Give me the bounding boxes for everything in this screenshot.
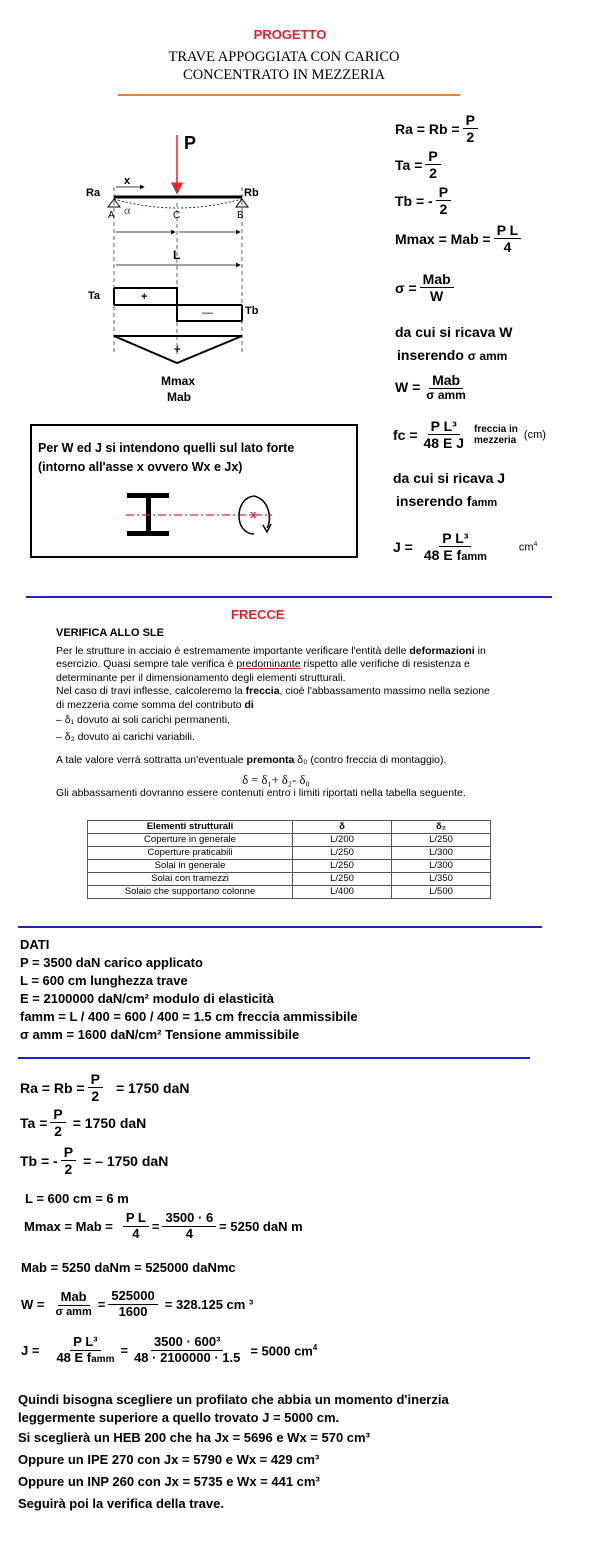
subtitle-line-1: TRAVE APPOGGIATA CON CARICO (168, 49, 400, 65)
dati-line-p: P = 3500 daN carico applicato (20, 955, 203, 970)
page-title: PROGETTO (253, 27, 327, 42)
conclusion-line-4: Oppure un IPE 270 con Jx = 5790 e Wx = 429 cm³ (18, 1452, 320, 1467)
conclusion-line-6: Seguirà poi la verifica della trave. (18, 1496, 224, 1511)
calc-ta: Ta = $\frac{P}{2}$ = 1750 daN (20, 1106, 147, 1140)
note-box (30, 424, 358, 558)
formula-tb: Tb = - $\frac{P}{2}$ (395, 184, 454, 217)
col-header-delta2: δ₂ (392, 821, 491, 834)
ricava-w-2: inserendo σ amm (397, 347, 508, 363)
mmax-label: Mmax (161, 374, 196, 388)
rule-1 (26, 596, 552, 598)
sle-paragraph-4: Gli abbassamenti dovranno essere contenuti entro i limiti riportati nella tabella seguente. (56, 787, 466, 799)
rule-3 (18, 1057, 530, 1059)
formula-sigma: σ = $\frac{\text{Mab}}{W}$ (395, 271, 457, 304)
sle-item-2: – δ₂ dovuto ai carichi variabili. (56, 730, 195, 743)
table-header-row (88, 821, 491, 834)
dati-line-e: E = 2100000 daN/cm² modulo di elasticità (20, 991, 274, 1006)
moment-plus: + (174, 344, 181, 356)
table-row: Coperture praticabili L/250 L/300 (88, 847, 491, 860)
calc-tb: Tb = - $\frac{P}{2}$ = – 1750 daN (20, 1144, 169, 1178)
sle-paragraph-2: Nel caso di travi inflesse, calcoleremo la freccia, cioè l'abbassamento massimo nella sezione di mezzeria come somma del contributo di (56, 685, 490, 711)
axis-x-label: x (250, 509, 257, 521)
shear-plus: + (141, 291, 148, 303)
conclusion-line-2: leggermente superiore a quello trovato J = 5000 cm. (18, 1410, 340, 1425)
ricava-j-1: da cui si ricava J (393, 470, 506, 486)
table-row: Solai con tramezzi L/250 L/350 (88, 873, 491, 886)
calc-w: W = $\frac{\text{Mab}}{\text{σ amm}}$ = $\frac{525000}{1600}$ = 328.125 cm ³ (21, 1288, 254, 1319)
formula-mmax: Mmax = Mab = $\frac{\text{P L}}{4}$ (395, 222, 524, 255)
dati-line-l: L = 600 cm lunghezza trave (20, 973, 188, 988)
dati-line-sigma: σ amm = 1600 daN/cm² Tensione ammissibile (20, 1027, 300, 1042)
shear-minus: — (202, 307, 213, 319)
table-row: Solai in generale L/250 L/300 (88, 860, 491, 873)
sle-item-1: – δ₁ dovuto ai soli carichi permanenti, (56, 714, 230, 726)
beam-diagram (80, 125, 280, 415)
conclusion-line-3: Si sceglierà un HEB 200 che ha Jx = 5696 e Wx = 570 cm³ (18, 1430, 370, 1445)
calc-mmax: Mmax = Mab = $\frac{\text{P L}}{4}$ = $\frac{3500 \cdot 6}{4}$ = 5250 daN m (24, 1210, 303, 1241)
mab-label: Mab (167, 390, 191, 404)
title-rule (118, 94, 460, 96)
formula-ta: Ta = $\frac{P}{2}$ (395, 148, 444, 181)
formula-ra-rb: Ra = Rb = $\frac{P}{2}$ (395, 112, 481, 145)
conclusion-line-1: Quindi bisogna scegliere un profilato che abbia un momento d'inerzia (18, 1392, 449, 1407)
table-row: Coperture in generale L/200 L/250 (88, 834, 491, 847)
alpha-label: α (124, 203, 131, 217)
note-line-1: Per W ed J si intendono quelli sul lato forte (38, 441, 295, 455)
conclusion-line-5: Oppure un INP 260 con Jx = 5735 e Wx = 441 cm³ (18, 1474, 320, 1489)
b-label: B (237, 210, 244, 221)
sle-section (56, 627, 496, 801)
tb-label: Tb (245, 305, 259, 317)
calc-mab: Mab = 5250 daNm = 525000 daNmc (21, 1260, 236, 1275)
subtitle-line-2: CONCENTRATO IN MEZZERIA (183, 67, 385, 83)
section-sketch (122, 488, 292, 544)
sle-equation: δ = δ₁+ δ₂- δ₀ (242, 772, 310, 787)
c-label: C (173, 210, 181, 221)
col-header-delta: δ (293, 821, 392, 834)
frecce-title: FRECCE (231, 607, 285, 622)
dati-section (20, 936, 358, 1044)
x-label: x (124, 175, 131, 187)
deflected-shape (114, 199, 242, 208)
ricava-j-2: inserendo famm (396, 493, 498, 509)
calc-l: L = 600 cm = 6 m (25, 1191, 129, 1206)
sle-heading: VERIFICA ALLO SLE (56, 627, 164, 639)
dati-line-famm: famm = L / 400 = 600 / 400 = 1.5 cm freccia ammissibile (20, 1009, 358, 1024)
rb-label: Rb (244, 187, 259, 199)
formula-fc: fc = $\frac{\text{P L³}}{\text{48 E J}}$ freccia in mezzeria (cm) (393, 418, 546, 452)
rule-2 (18, 926, 542, 928)
col-header-elementi: Elementi strutturali (88, 821, 293, 834)
sle-paragraph-1: Per le strutture in acciaio è estremamente importante verificare l'entità delle deformazioni in esercizio. Quasi sempre tale verifica è predominante rispetto alle verifiche di resistenza e determinante per il dimensionamento degli elementi strutturali. (56, 644, 486, 684)
page-subtitle (0, 48, 568, 84)
limits-table (87, 820, 491, 899)
load-label: P (184, 133, 197, 153)
formula-w: W = $\frac{\text{Mab}}{\text{σ amm}}$ (395, 372, 466, 403)
ricava-w-1: da cui si ricava W (395, 324, 513, 340)
l-label: L (173, 248, 181, 262)
calc-ra-rb: Ra = Rb = $\frac{P}{2}$ = 1750 daN (20, 1071, 190, 1105)
conclusion (18, 1391, 449, 1515)
ra-label: Ra (86, 187, 101, 199)
sle-paragraph-3: A tale valore verrà sottratta un'eventuale premonta δ₀ (contro freccia di montaggio). (56, 754, 447, 766)
ta-label: Ta (88, 290, 101, 302)
dati-title: DATI (20, 937, 50, 952)
a-label: A (108, 210, 115, 221)
note-line-2: (intorno all'asse x ovvero Wx e Jx) (38, 460, 243, 474)
table-row: Solaio che supportano colonne L/400 L/500 (88, 886, 491, 899)
calc-j: J = $\frac{\text{P L³}}{\text{48 E famm}}$ = $\frac{\text{3500 · 600³}}{48 \cdot 2100000 \cdot 1.5}$ = 5000 $cm^4$ (21, 1334, 318, 1365)
formula-j: J = $\frac{\text{P L³}}{\text{48 E famm}}$ $cm^4$ (393, 530, 538, 564)
shear-diagram (114, 288, 242, 321)
